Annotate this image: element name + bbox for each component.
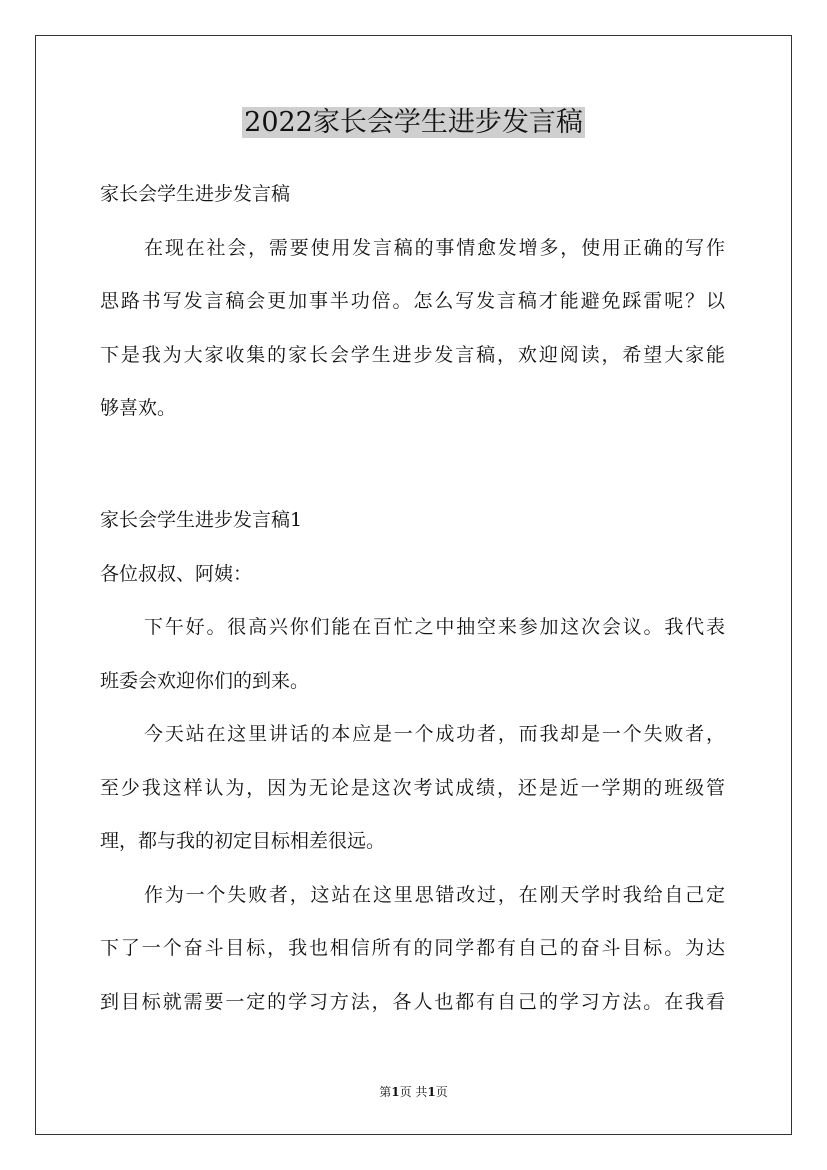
footer-total-pages: 1	[427, 1085, 436, 1099]
paragraph1-line-1: 下午好。很高兴你们能在百忙之中抽空来参加这次会议。我代表	[144, 616, 725, 638]
paragraph2-line-1: 今天站在这里讲话的本应是一个成功者，而我却是一个失败者，	[144, 723, 725, 745]
intro-line-4: 够喜欢。	[100, 397, 177, 419]
document-title-text: 2022家长会学生进步发言稿	[244, 107, 583, 138]
salutation: 各位叔叔、阿姨：	[100, 563, 253, 585]
footer-prefix: 第	[379, 1085, 392, 1099]
page-footer	[0, 1084, 827, 1100]
footer-suffix: 页	[435, 1085, 448, 1099]
section-heading: 家长会学生进步发言稿1	[100, 509, 303, 531]
intro-line-3: 下是我为大家收集的家长会学生进步发言稿，欢迎阅读，希望大家能	[100, 344, 725, 366]
paragraph3-line-2: 下了一个奋斗目标，我也相信所有的同学都有自己的奋斗目标。为达	[100, 937, 725, 959]
intro-line-1: 在现在社会，需要使用发言稿的事情愈发增多，使用正确的写作	[144, 237, 725, 259]
document-subtitle: 家长会学生进步发言稿	[100, 183, 291, 205]
paragraph2-line-2: 至少我这样认为，因为无论是这次考试成绩，还是近一学期的班级管	[100, 777, 725, 799]
footer-page-number: 1	[391, 1085, 400, 1099]
paragraph3-line-1: 作为一个失败者，这站在这里思错改过，在刚天学时我给自己定	[144, 884, 725, 906]
paragraph3-line-3: 到目标就需要一定的学习方法，各人也都有自己的学习方法。在我看	[100, 991, 725, 1013]
intro-line-2: 思路书写发言稿会更加事半功倍。怎么写发言稿才能避免踩雷呢？以	[100, 290, 725, 312]
paragraph1-line-2: 班委会欢迎你们的到来。	[100, 670, 310, 692]
paragraph2-line-3: 理，都与我的初定目标相差很远。	[100, 830, 386, 852]
document-title	[0, 103, 827, 143]
footer-middle: 页 共	[399, 1085, 428, 1099]
